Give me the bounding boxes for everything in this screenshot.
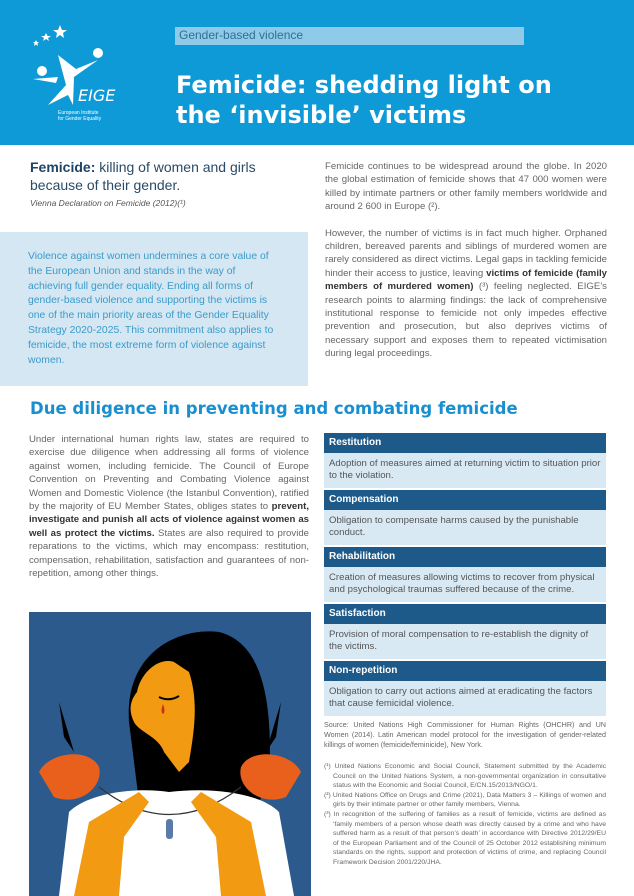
reparation-non-repetition [324, 661, 606, 716]
definition-text: killing of women and girls because of their gender. [30, 159, 256, 193]
row-text: Creation of measures allowing victims to recover from physical and psychological traumas suffered because of the crime. [324, 567, 606, 602]
text: (³) feeling neglected. EIGE’s research points to alarming findings: the lack of comprehensive institutional response to femicide not only impedes effective prevention and prosecution, but also deprives victims of necessary support and exposes them to repeated victimisation during legal proceedings. [325, 281, 607, 360]
reparation-rehabilitation [324, 547, 606, 602]
femicide-illustration [29, 612, 311, 896]
bold-text: prevent, investigate and punish all acts of violence against women as well as protect the victims. [29, 501, 309, 539]
row-title: Compensation [324, 490, 606, 510]
right-stack [324, 433, 606, 868]
header-banner [0, 0, 634, 145]
row-title: Satisfaction [324, 604, 606, 624]
text: Under international human rights law, states are required to exercise due diligence when addressing all forms of violence against women, including femicide. The Council of Europe Convention on Preventing and Combating Violence against Women and Domestic Violence (the Istanbul Convention), ratified by the majority of EU Member States, obliges states to [29, 434, 309, 513]
category-tag: Gender-based violence [175, 27, 524, 45]
definition-term: Femicide: [30, 159, 96, 175]
bold-text: victims of femicide (family members of murdered women) [325, 267, 607, 293]
logo-subtitle-line: European Institute [58, 110, 99, 116]
logo-subtitle-line: for Gender Equality [58, 116, 102, 122]
definition-source: Vienna Declaration on Femicide (2012)(¹) [30, 198, 186, 208]
footnotes [324, 762, 606, 868]
reparation-satisfaction [324, 604, 606, 659]
highlight-box: Violence against women undermines a core value of the European Union and stands in the way of achieving full gender equality. Ending all forms of gender-based violence and supporting the victims is one of the main priority areas of the Gender Equality Strategy 2020-2025. This commitment also applies to femicide, the most extreme form of violence against women. [0, 232, 308, 386]
row-text: Obligation to compensate harms caused by the punishable conduct. [324, 510, 606, 545]
section-heading: Due diligence in preventing and combating femicide [30, 399, 518, 418]
reparation-restitution [324, 433, 606, 488]
reparation-compensation [324, 490, 606, 545]
table-source: Source: United Nations High Commissioner for Human Rights (OHCHR) and UN Women (2014). Latin American model protocol for the investigation of gender-related killings of women (femicide/feminicide), New York. [324, 720, 606, 749]
row-title: Non-repetition [324, 661, 606, 681]
footnote-2: (²) United Nations Office on Drugs and Crime (2021), Data Matters 3 – Killings of women and girls by their intimate partner or other family members, Vienna. [324, 791, 606, 809]
eige-logo [28, 25, 138, 107]
femicide-definition [30, 158, 300, 194]
logo-subtitle [58, 110, 101, 122]
page-title [176, 70, 552, 130]
definition-block [30, 158, 300, 208]
text: States are also required to provide reparations to the victims, which may encompass: restitution, compensation, rehabilitation, satisfaction and guarantees of non-repetition, among other things. [29, 527, 309, 580]
logo-wordmark: EIGE [78, 86, 116, 105]
text: However, the number of victims is in fact much higher. Orphaned children, bereaved parents and siblings of murdered women are rarely considered as direct victims. Legal gaps in tackling femicide hinder their access to justice, leaving [325, 227, 607, 279]
reparations-table [324, 433, 606, 716]
footnote-3: (³) In recognition of the suffering of families as a result of femicide, victims are defined as ‘family members of a person whose death was directly caused by a crime and who have suffered harm as a result of that person’s death’ in accordance with Directive 2012/29/EU of the European Parliament and of the Council of 25 October 2012 establishing minimum standards on the rights, support and protection of victims of crime, and replacing Council Framework Decision 2001/220/JHA. [324, 810, 606, 866]
intro-paragraph-2 [325, 227, 607, 361]
row-text: Obligation to carry out actions aimed at eradicating the factors that cause femicidal violence. [324, 681, 606, 716]
intro-paragraph-1: Femicide continues to be widespread around the globe. In 2020 the global estimation of femicide shows that 47 000 women were killed by intimate partners or other family members worldwide and around 2 600 in Europe (²). [325, 161, 607, 213]
title-line: Femicide: shedding light on [176, 71, 552, 99]
row-text: Adoption of measures aimed at returning victim to situation prior to the violation. [324, 453, 606, 488]
title-line: the ‘invisible’ victims [176, 101, 467, 129]
row-title: Rehabilitation [324, 547, 606, 567]
row-title: Restitution [324, 433, 606, 453]
due-diligence-paragraph [29, 433, 309, 580]
footnote-1: (¹) United Nations Economic and Social Council, Statement submitted by the Academic Council on the United Nations System, a non-governmental organization in consultative status with the Economic and Social Council, E/CN.15/2013/NGO/1. [324, 763, 606, 790]
intro-column [325, 160, 607, 361]
row-text: Provision of moral compensation to re-establish the dignity of the victims. [324, 624, 606, 659]
